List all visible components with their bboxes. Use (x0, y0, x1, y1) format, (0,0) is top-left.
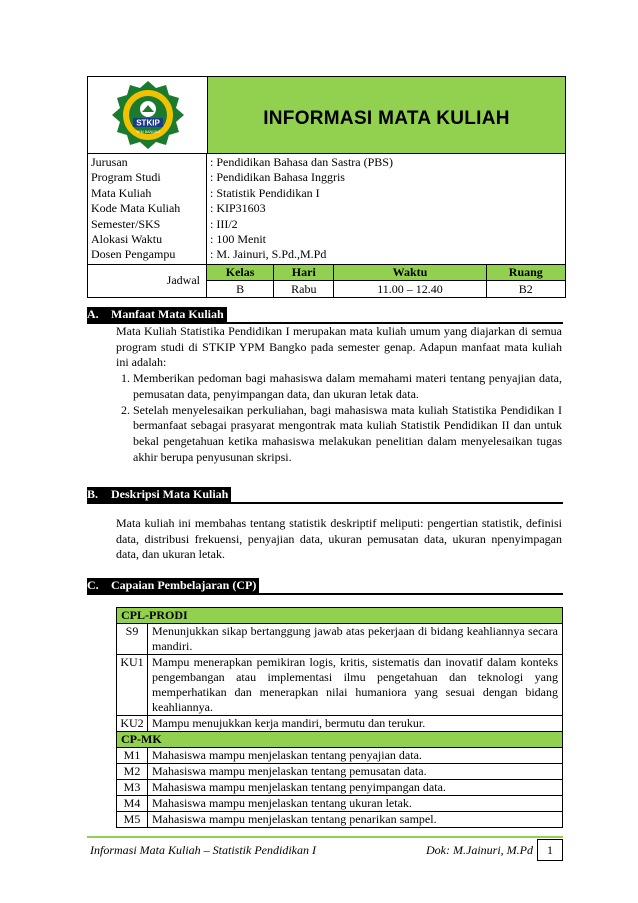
schedule-value-ruang: B2 (518, 281, 533, 296)
cp-code: M2 (117, 764, 148, 780)
cp-code: M3 (117, 780, 148, 796)
section-b-text: Mata kuliah ini membahas tentang statistik deskriptif meliputi: pengertian statistik, definisi data, distribusi frekuensi, penyajian data, ukuran pemusatan data, ukuran npenyimpagan data, dan ukuran letak. (116, 516, 562, 562)
logo-cell (88, 77, 208, 153)
table-row (117, 780, 563, 796)
info-label-semester: Semester/SKS (91, 216, 161, 231)
section-c-title: Capaian Pembelajaran (CP) (111, 578, 257, 592)
schedule-header-ruang: Ruang (486, 265, 565, 281)
table-row (117, 655, 563, 716)
cp-mk-label: CP-MK (117, 732, 563, 748)
schedule-header-hari: Hari (274, 265, 334, 281)
schedule-table (207, 265, 565, 297)
schedule-value-waktu: 11.00 – 12.40 (334, 281, 486, 297)
cp-code: M1 (117, 748, 148, 764)
info-value-dosen: : M. Jainuri, S.Pd.,M.Pd (210, 247, 327, 262)
info-value-mata-kuliah: : Statistik Pendidikan I (210, 185, 320, 200)
table-row (117, 748, 563, 764)
section-a-body (116, 324, 562, 465)
schedule-value-hari: Rabu (274, 281, 334, 297)
stkip-logo (108, 79, 188, 151)
cp-text: Mahasiswa mampu menjelaskan tentang ukuran letak. (148, 796, 563, 812)
course-info-box (87, 76, 566, 298)
page-title: INFORMASI MATA KULIAH (263, 108, 510, 129)
benefit-item: 1. Memberikan pedoman bagi mahasiswa dalam memahami materi tentang penyajian data, pemusatan data, penyimpangan data, dan ukuran letak data. (133, 371, 562, 402)
cp-code: M4 (117, 796, 148, 812)
info-label-jurusan: Jurusan (91, 155, 128, 169)
cp-code: KU2 (117, 716, 148, 732)
cpl-prodi-label: CPL-PRODI (117, 608, 563, 624)
info-label-dosen: Dosen Pengampu (91, 247, 176, 262)
benefits-list (116, 371, 562, 465)
info-value-alokasi: : 100 Menit (210, 232, 266, 247)
logo-text: STKIP (135, 118, 160, 128)
cp-code: M5 (117, 812, 148, 828)
section-b-body (116, 516, 562, 563)
cp-text: Mahasiswa mampu menjelaskan tentang penyimpangan data. (148, 780, 563, 796)
page-number: 1 (537, 839, 563, 861)
schedule-label: Jadwal (88, 265, 207, 297)
section-a-title: Manfaat Mata Kuliah (111, 307, 224, 321)
cp-text: Mahasiswa mampu menjelaskan tentang penyajian data. (148, 748, 563, 764)
schedule-header-kelas: Kelas (207, 265, 274, 281)
cp-text: Mampu menerapkan pemikiran logis, kritis, sistematis dan inovatif dalam konteks pengembangan atau implementasi ilmu pengetahuan dan teknologi yang memperhatikan dan menerapkan nilai humaniora yang sesuai dengan bidang keahliannya. (148, 655, 563, 716)
info-label-alokasi: Alokasi Waktu (91, 232, 163, 247)
section-a-letter: A. (87, 307, 99, 321)
section-c-heading (87, 578, 563, 595)
cp-code: S9 (117, 624, 148, 655)
section-b-letter: B. (87, 487, 99, 501)
section-c-letter: C. (87, 578, 99, 592)
cp-table (116, 607, 563, 828)
info-label-kode: Kode Mata Kuliah (91, 201, 181, 216)
table-row (117, 764, 563, 780)
cp-text: Menunjukkan sikap bertanggung jawab atas pekerjaan di bidang keahliannya secara mandiri. (148, 624, 563, 655)
info-label-mata-kuliah: Mata Kuliah (91, 185, 152, 200)
info-block (88, 154, 565, 264)
table-row (117, 716, 563, 732)
cp-text: Mahasiswa mampu menjelaskan tentang penarikan sampel. (148, 812, 563, 828)
table-row (117, 812, 563, 828)
footer-title: Informasi Mata Kuliah – Statistik Pendidikan I (90, 843, 316, 857)
schedule-value-kelas: B (207, 281, 274, 297)
section-a-heading (87, 307, 563, 324)
table-row (117, 624, 563, 655)
section-b-heading (87, 487, 563, 504)
section-a-intro: Mata Kuliah Statistika Pendidikan I merupakan mata kuliah umum yang diajarkan di semua program studi di STKIP YPM Bangko pada semester genap. Adapun manfaat mata kuliah ini adalah: (116, 324, 562, 370)
logo-subtext: YPM BANGKO (135, 130, 160, 134)
info-value-jurusan: : Pendidikan Bahasa dan Sastra (PBS) (210, 155, 393, 169)
cp-code: KU1 (117, 655, 148, 716)
section-b-title: Deskripsi Mata Kuliah (111, 487, 229, 501)
page-footer (87, 836, 563, 860)
info-label-program-studi: Program Studi (91, 170, 161, 185)
title-cell (208, 77, 565, 153)
cp-text: Mampu menujukkan kerja mandiri, bermutu dan terukur. (148, 716, 563, 732)
schedule-row (88, 264, 565, 297)
footer-author: Dok: M.Jainuri, M.Pd (426, 843, 533, 857)
table-row (117, 796, 563, 812)
info-value-kode: : KIP31603 (210, 201, 266, 216)
schedule-header-waktu: Waktu (334, 265, 486, 281)
cp-text: Mahasiswa mampu menjelaskan tentang pemusatan data. (148, 764, 563, 780)
info-value-program-studi: : Pendidikan Bahasa Inggris (210, 170, 345, 185)
info-value-semester: : III/2 (210, 216, 238, 231)
benefit-item: 2. Setelah menyelesaikan perkuliahan, bagi mahasiswa mata kuliah Statistika Pendidikan I bermanfaat sebagai prasyarat mengontrak mata kuliah Statistik Pendidikan II dan untuk bekal pengetahuan ketika mahasiswa melakukan penelitian dalam menyelesaikan tugas akhir berupa penyusunan skripsi. (133, 403, 562, 466)
